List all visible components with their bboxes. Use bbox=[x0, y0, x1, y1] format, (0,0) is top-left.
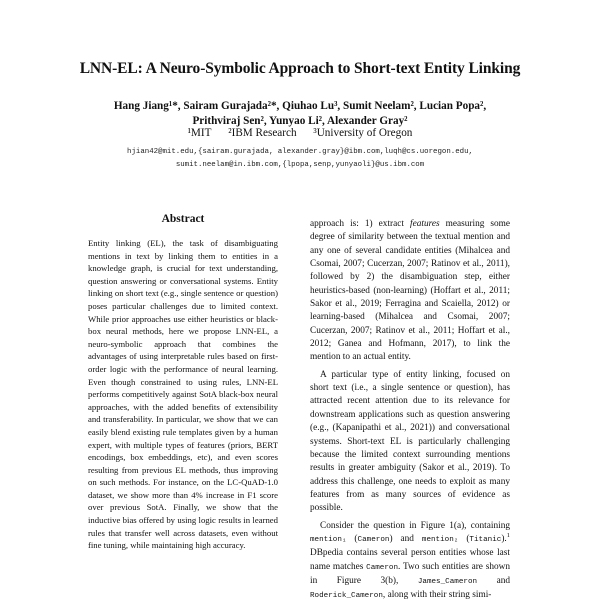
intro-paragraph-3: Consider the question in Figure 1(a), containing mention₁ (Cameron) and mention₂ (Titanic).$^1$ DBpedia contains several person entities whose last name matches Cameron. Two such entities are shown in Figure 3(b), James_Cameron and Roderick_Cameron, along with their string simi- bbox=[310, 520, 511, 601]
intro-column bbox=[310, 218, 510, 604]
abstract-heading: Abstract bbox=[161, 213, 205, 225]
email-line-1: hjian42@mit.edu,{sairam.gurajada, alexander.gray}@ibm.com,luqh@cs.uoregon.edu, bbox=[127, 148, 473, 156]
cameron-code: Cameron bbox=[357, 535, 390, 544]
affiliation-oregon: ³University of Oregon bbox=[313, 127, 413, 139]
affiliation-ibm: ²IBM Research bbox=[228, 127, 297, 139]
james-cameron-code: James_Cameron bbox=[417, 577, 478, 586]
paper-title: LNN-EL: A Neuro-Symbolic Approach to Short-text Entity Linking bbox=[79, 60, 521, 77]
cameron-code-2: Cameron bbox=[366, 563, 399, 572]
email-line-2: sumit.neelam@in.ibm.com,{lpopa,senp,yunyaoli}@us.ibm.com bbox=[175, 160, 425, 169]
features-emphasis: features bbox=[410, 219, 440, 229]
author-line-2: Prithviraj Sen², Yunyao Li², Alexander Gray² bbox=[192, 114, 408, 127]
abstract-text: Entity linking (EL), the task of disambiguating mentions in text by linking them to entities in a knowledge graph, is crucial for text understanding, question answering or conversational systems. Entity linking on short text (e.g., single sentence or question) poses particular challenges due to limited context. While prior approaches use either heuristics or black-box neural methods, here we propose LNN-EL, a neuro-symbolic approach that combines the advantages of using interpretable rules based on first-order logic with the performance of neural learning. Even though constrained to using rules, LNN-EL performs competitively against SotA black-box neural approaches, with the added benefits of extensibility and transferability. In particular, we show that we can easily blend existing rule templates given by a human expert, with multiple types of features (priors, BERT encodings, box embeddings, etc), and even scores resulting from previous EL methods, thus improving on such methods. For instance, on the LC-QuAD-1.0 dataset, we show more than 4% increase in F1 score over previous SotA. Finally, we show that the inductive bias offered by using logic results in learned rules that transfer well across datasets, even without fine tuning, while maintaining high accuracy. bbox=[88, 238, 278, 551]
footnote-mark: 1 bbox=[506, 531, 510, 539]
titanic-code: Titanic bbox=[469, 535, 502, 544]
mention2-code: mention₂ bbox=[421, 535, 459, 544]
roderick-cameron-code: Roderick_Cameron bbox=[310, 592, 383, 601]
intro-paragraph-1: approach is: 1) extract features measuring some degree of similarity between the textual mention and any one of several candidate entities (Mihalcea and Csomai, 2007; Cucerzan, 2007; Ratinov et al., 2011), followed by 2) the disambiguation step, either heuristics-based (non-learning) (Hoffart et al., 2011; Sakor et al., 2019; Ferragina and Scaiella, 2012) or learning-based (Mihalcea and Csomai, 2007; Cucerzan, 2007; Ratinov et al., 2011; Hoffart et al., 2012; Ganea and Hofmann, 2017), to link the mention to an actual entity. bbox=[310, 219, 511, 363]
affiliation-mit: ¹MIT bbox=[187, 127, 212, 139]
affiliations bbox=[0, 127, 600, 139]
author-list bbox=[0, 99, 600, 128]
mention1-code: mention₁ bbox=[310, 535, 347, 544]
intro-paragraph-2: A particular type of entity linking, focused on short text (i.e., a single sentence or question), has attracted recent attention due to its relevance for downstream applications such as question answering (e.g., (Kapanipathi et al., 2021)) and conversational systems. Short-text EL is particularly challenging because the limited context surrounding mentions results in greater ambiguity (Sakor et al., 2019). To address this challenge, one needs to exploit as many features from as many sources of evidence as possible. bbox=[310, 369, 510, 514]
author-line-1: Hang Jiang¹*, Sairam Gurajada²*, Qiuhao Lu³, Sumit Neelam², Lucian Popa², bbox=[113, 100, 487, 112]
email-list bbox=[0, 146, 600, 171]
